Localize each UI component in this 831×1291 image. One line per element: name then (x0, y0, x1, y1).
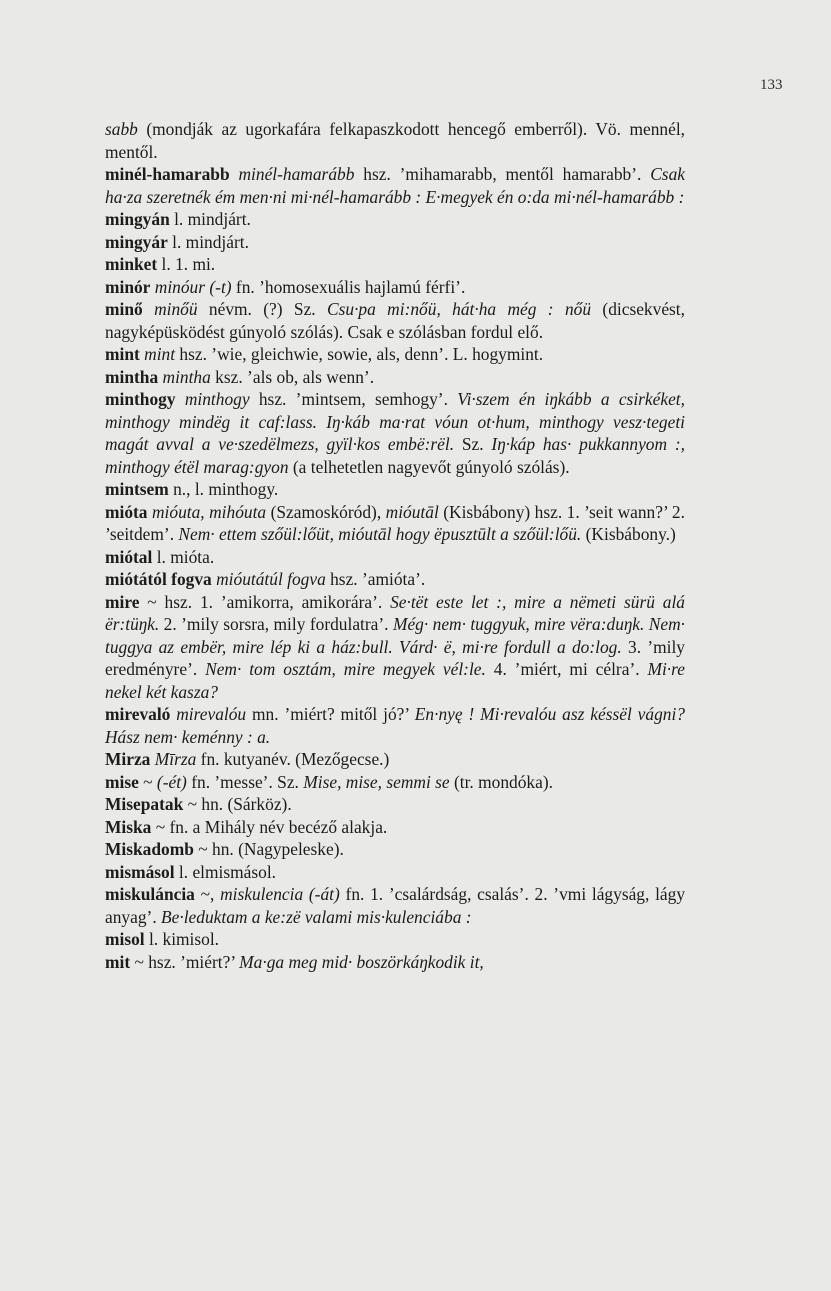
dictionary-entry (105, 298, 685, 343)
entry-italic-text: Ma·ga meg mid· boszörkáŋkodik it, (239, 951, 484, 972)
entry-italic-text: Mise, mise, semmi se (303, 771, 450, 792)
entry-headword: mintsem (105, 479, 169, 499)
entry-text: fn. 1. ’csalárdság, csalás’. 2. ’vmi lágyság, lágy anyag’. (105, 884, 686, 927)
entry-text: 4. ’miért, mi célra’. (485, 659, 648, 679)
entry-italic-text: mióutāl (385, 501, 439, 522)
entry-headword: Miska (105, 816, 152, 837)
dictionary-entry (105, 546, 685, 569)
dictionary-entry (105, 838, 685, 861)
entry-text: l. kimisol. (144, 929, 220, 949)
entry-text: l. mindjárt. (169, 209, 251, 229)
entry-text: ~, (194, 884, 221, 904)
entry-text: l. elmismásol. (174, 861, 277, 882)
entry-headword: mint (105, 344, 140, 364)
entry-text (143, 299, 154, 319)
entry-text: (a telhetetlen nagyevőt gúnyoló szólás). (288, 456, 570, 477)
entry-text (176, 389, 185, 409)
entry-headword: mingyán (105, 209, 170, 229)
entry-italic-text: Mīrza (154, 749, 197, 769)
entry-text: ~ hsz. 1. ’amikorra, amikorára’. (139, 591, 391, 612)
dictionary-entry (105, 816, 685, 839)
entry-italic-text: En·nyę ! Mi·revalóu asz késsël vágni? Hász nem· keménny : a. (105, 704, 686, 747)
dictionary-column (105, 118, 685, 973)
entry-italic-text: Be·leduktam a ke:zë valami mis·kulenciába : (161, 906, 472, 927)
entry-text: hsz. ’amióta’. (325, 569, 426, 589)
entry-italic-text: Csu·pa mi:nőü, hát·ha még : nőü (327, 299, 592, 319)
entry-text: ksz. ’als ob, als wenn’. (210, 366, 375, 387)
dictionary-entry (105, 951, 685, 974)
dictionary-entry (105, 568, 685, 591)
dictionary-entry (105, 883, 685, 928)
entry-text: (Kisbábony.) (581, 524, 676, 544)
entry-text: hsz. ’mihamarabb, mentől hamarabb’. (354, 164, 651, 184)
entry-text: (mondják az ugorkafára felkapaszkodott hencegő emberről). Vö. mennél, mentől. (105, 119, 685, 162)
entry-text: ~ hn. (Nagypeleske). (193, 839, 344, 859)
entry-italic-text: mint (144, 344, 176, 364)
entry-headword: mingyár (105, 231, 168, 252)
entry-text: fn. ’messe’. Sz. (186, 771, 304, 792)
entry-headword: miótától fogva (105, 569, 212, 589)
entry-text: n., l. minthogy. (168, 479, 279, 499)
entry-italic-text: miskulencia (-át) (220, 884, 340, 904)
entry-text: (tr. mondóka). (449, 771, 553, 792)
entry-italic-text: Nem· ettem szőül:lőüt, mióutāl hogy ëpusztūlt a szőül:lőü. (178, 524, 582, 544)
entry-italic-text: sabb (105, 119, 138, 139)
entry-italic-text: minthogy (184, 389, 250, 409)
dictionary-entry (105, 748, 685, 771)
entry-headword: mirevaló (105, 704, 171, 724)
entry-headword: mintha (105, 366, 159, 387)
page-number: 133 (760, 77, 783, 93)
entry-headword: minór (105, 276, 151, 297)
entry-text: hsz. ’wie, gleichwie, sowie, als, denn’. L. hogymint. (175, 344, 544, 364)
dictionary-entry (105, 366, 685, 389)
dictionary-entry (105, 771, 685, 794)
dictionary-entry (105, 276, 685, 299)
dictionary-entry (105, 793, 685, 816)
entry-headword: miótal (105, 546, 153, 567)
dictionary-entry (105, 703, 685, 748)
entry-text: ~ hn. (Sárköz). (183, 794, 292, 814)
entry-italic-text: minőü (154, 299, 198, 319)
dictionary-entry (105, 343, 685, 366)
entry-text: (dicsekvést, nagyképüsködést gúnyoló szólás). Csak e szólásban fordul elő. (105, 299, 685, 342)
entry-italic-text: Mi·re nekel két kasza? (105, 659, 685, 702)
entry-headword: Miskadomb (105, 839, 194, 859)
entry-text: 3. ’mily eredményre’. (105, 636, 686, 679)
entry-italic-text: Vi·szem én iŋkább a csirkéket, minthogy mindëg it caf:lass. Iŋ·káb ma·rat vóun ot·hum, minthogy vesz·tegeti magát avval a ve·szedëlmezs, gyïl·kos embë:rël. (105, 389, 685, 454)
entry-headword: mise (105, 771, 139, 792)
entry-italic-text: mióuta, mihóuta (151, 501, 267, 522)
dictionary-entry (105, 478, 685, 501)
entry-text: Sz. (454, 434, 492, 454)
entry-italic-text: Csak ha·za szeretnék ém men·ni mi·nél-hamarább : E·megyek én o:da mi·nél-hamarább : (105, 164, 685, 207)
dictionary-entry (105, 591, 685, 704)
entry-italic-text: mióutátúl fogva (216, 569, 326, 589)
entry-headword: mióta (105, 501, 148, 522)
entry-text: hsz. ’mintsem, semhogy’. (249, 389, 458, 409)
entry-text: névm. (?) Sz. (197, 299, 328, 319)
entry-italic-text: Nem· tom osztám, mire megyek vél:le. (205, 659, 486, 679)
entry-italic-text: mirevalóu (176, 704, 247, 724)
entry-text: (Kisbábony) hsz. 1. ’seit wann?’ 2. ’seitdem’. (105, 501, 685, 544)
entry-text: ~ fn. a Mihály név becéző alakja. (151, 816, 388, 837)
entry-headword: misol (105, 929, 145, 949)
entry-headword: minél-hamarabb (105, 164, 230, 184)
entry-headword: Misepatak (105, 794, 184, 814)
entry-italic-text: (-ét) (156, 771, 187, 792)
dictionary-entry (105, 861, 685, 884)
entry-text: l. 1. mi. (157, 254, 216, 274)
dictionary-entry (105, 118, 685, 163)
dictionary-entry (105, 388, 685, 478)
dictionary-entry (105, 253, 685, 276)
entry-text: l. mindjárt. (167, 231, 249, 252)
entry-text: ~ (138, 771, 157, 792)
entry-headword: mire (105, 591, 140, 612)
entry-headword: mismásol (105, 861, 175, 882)
entry-headword: minthogy (105, 389, 176, 409)
entry-italic-text: minél-hamarább (238, 164, 355, 184)
entry-text: (Szamoskóród), (266, 501, 386, 522)
dictionary-entry (105, 928, 685, 951)
entry-italic-text: Még· nem· tuggyuk, mire vëra:duŋk. Nem· tuggya az embër, mire lép ki a ház:bull. Várd· ë, mi·re fordull a do:log. (105, 614, 685, 657)
entry-headword: minket (105, 254, 158, 274)
entry-text: l. mióta. (152, 546, 215, 567)
dictionary-entry (105, 163, 685, 208)
dictionary-entry (105, 208, 685, 231)
entry-headword: miskuláncia (105, 884, 195, 904)
entry-headword: Mirza (105, 749, 151, 769)
entry-headword: mit (105, 951, 131, 972)
entry-text: 2. ’mily sorsra, mily fordulatra’. (159, 614, 393, 634)
entry-text: ~ hsz. ’miért?’ (130, 951, 240, 972)
entry-headword: minő (105, 299, 143, 319)
entry-italic-text: minóur (-t) (154, 276, 232, 297)
entry-italic-text: mintha (162, 366, 211, 387)
dictionary-entry (105, 231, 685, 254)
dictionary-entry (105, 501, 685, 546)
entry-italic-text: Iŋ·káp has· pukkannyom :, minthogy étël marag:gyon (105, 434, 685, 477)
entry-italic-text: Se·tët este let :, mire a nëmeti sürü alá ër:tüŋk. (105, 591, 685, 634)
entry-text: fn. kutyanév. (Mezőgecse.) (196, 749, 390, 769)
entry-text: mn. ’miért? mitől jó?’ (246, 704, 415, 724)
entry-text: fn. ’homosexuális hajlamú férfi’. (231, 276, 466, 297)
